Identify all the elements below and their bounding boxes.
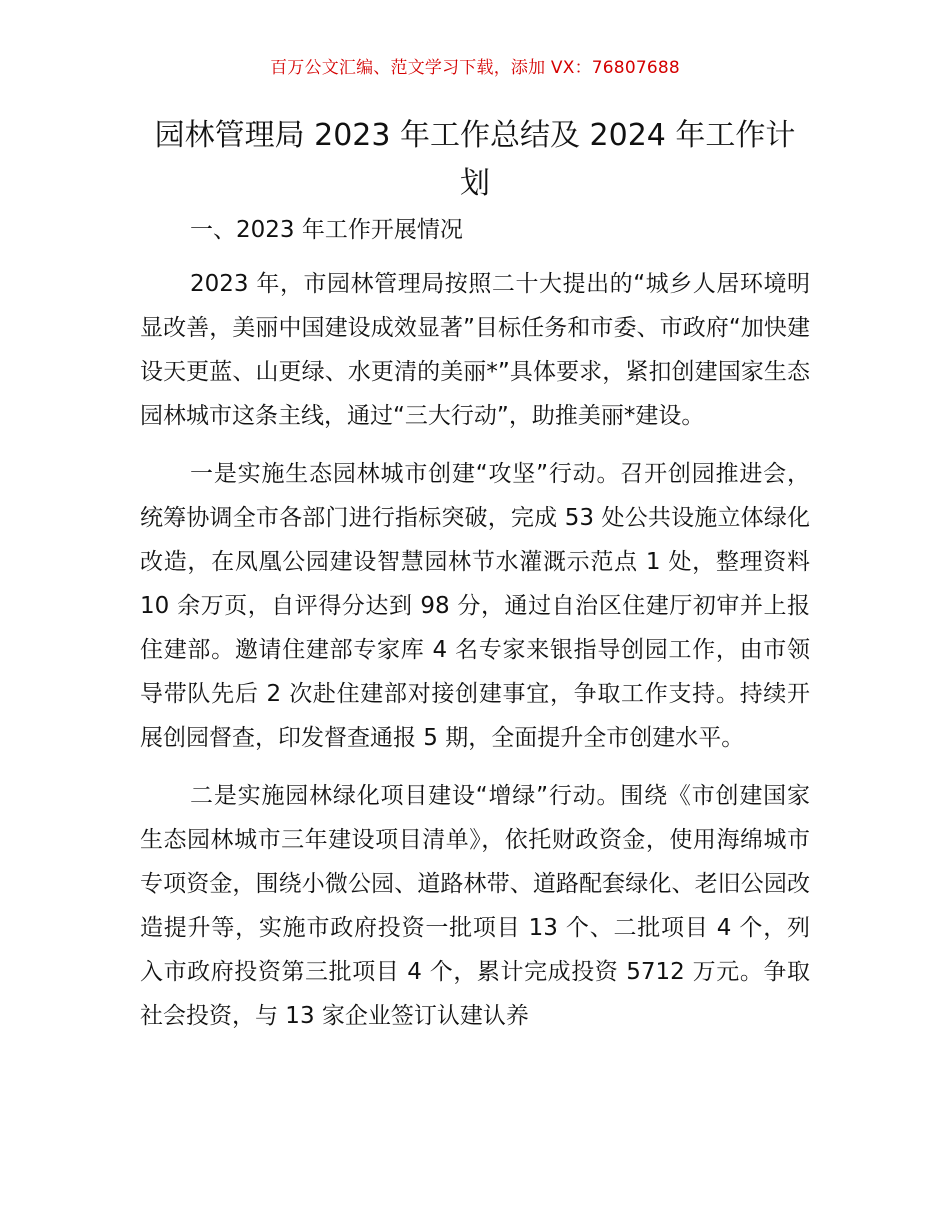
paragraph-item-2: 二是实施园林绿化项目建设“增绿”行动。围绕《市创建国家生态园林城市三年建设项目清单》，依托财政资金，使用海绵城市专项资金，围绕小微公园、道路林带、道路配套绿化、老旧公园改造提升等，实施市政府投资一批项目 13 个、二批项目 4 个，列入市政府投资第三批项目 4 个，累计完成投资 5712 万元。争取社会投资，与 13 家企业签订认建认养 <box>140 783 810 1029</box>
paragraph-intro: 2023 年，市园林管理局按照二十大提出的“城乡人居环境明显改善，美丽中国建设成效显著”目标任务和市委、市政府“加快建设天更蓝、山更绿、水更清的美丽*”具体要求，紧扣创建国家生态园林城市这条主线，通过“三大行动”，助推美丽*建设。 <box>140 271 810 429</box>
section-heading: 一、2023 年工作开展情况 <box>190 217 463 243</box>
document-title: 园林管理局 2023 年工作总结及 2024 年工作计划 <box>154 118 796 201</box>
paragraph-item-1: 一是实施生态园林城市创建“攻坚”行动。召开创园推进会，统筹协调全市各部门进行指标突破，完成 53 处公共设施立体绿化改造，在凤凰公园建设智慧园林节水灌溉示范点 1 处，整理资料 10 余万页，自评得分达到 98 分，通过自治区住建厅初审并上报住建部。邀请住建部专家库 4 名专家来银指导创园工作，由市领导带队先后 2 次赴住建部对接创建事宜，争取工作支持。持续开展创园督查，印发督查通报 5 期，全面提升全市创建水平。 <box>140 461 810 751</box>
document-body <box>140 212 810 1052</box>
header-watermark-note: 百万公文汇编、范文学习下载，添加 VX：76807688 <box>270 58 680 78</box>
